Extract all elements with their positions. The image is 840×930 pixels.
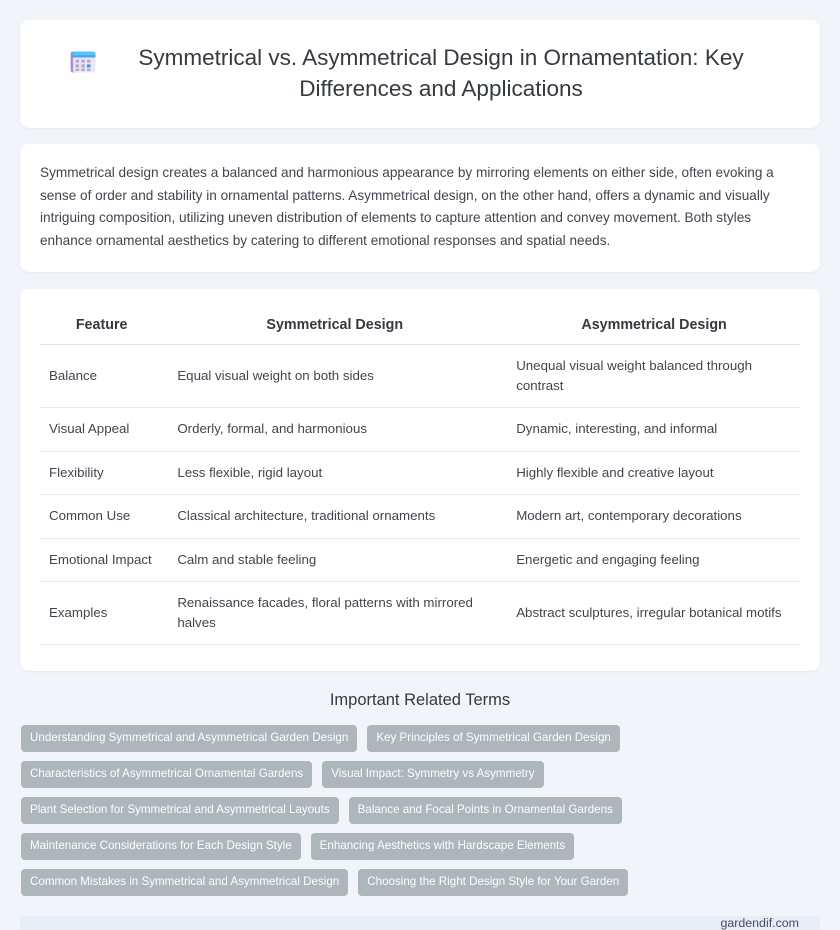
cell-asymmetrical: Dynamic, interesting, and informal xyxy=(500,408,800,452)
related-term-chip[interactable]: Balance and Focal Points in Ornamental Gardens xyxy=(349,797,622,824)
column-header-asymmetrical: Asymmetrical Design xyxy=(500,307,800,345)
cell-symmetrical: Renaissance facades, floral patterns with mirrored halves xyxy=(162,582,500,645)
related-terms-heading: Important Related Terms xyxy=(329,691,511,709)
cell-symmetrical: Classical architecture, traditional ornaments xyxy=(162,495,500,539)
cell-symmetrical: Orderly, formal, and harmonious xyxy=(162,408,500,452)
table-row xyxy=(40,495,800,539)
cell-symmetrical: Calm and stable feeling xyxy=(162,538,500,582)
cell-feature: Emotional Impact xyxy=(40,538,162,582)
cell-feature: Common Use xyxy=(40,495,162,539)
related-term-chip[interactable]: Key Principles of Symmetrical Garden Design xyxy=(367,725,620,752)
footer-bar xyxy=(20,916,820,930)
related-terms-section xyxy=(20,687,820,896)
cell-asymmetrical: Abstract sculptures, irregular botanical motifs xyxy=(500,582,800,645)
table-row xyxy=(40,408,800,452)
related-term-chip[interactable]: Maintenance Considerations for Each Design Style xyxy=(21,833,301,860)
cell-asymmetrical: Energetic and engaging feeling xyxy=(500,538,800,582)
table-row xyxy=(40,582,800,645)
column-header-feature: Feature xyxy=(40,307,162,345)
spiral-calendar-icon xyxy=(69,48,97,76)
comparison-table-card xyxy=(20,289,820,671)
table-row xyxy=(40,451,800,495)
description-text: Symmetrical design creates a balanced and harmonious appearance by mirroring elements on either side, often evoking a sense of order and stability in ornamental patterns. Asymmetrical design, on the other hand, offers a dynamic and visually intriguing composition, utilizing uneven distribution of elements to capture attention and convey movement. Both styles enhance ornamental aesthetics by catering to different emotional responses and spatial needs. xyxy=(40,165,774,248)
table-row xyxy=(40,345,800,408)
description-card xyxy=(20,144,820,272)
cell-feature: Examples xyxy=(40,582,162,645)
related-term-chip[interactable]: Plant Selection for Symmetrical and Asymmetrical Layouts xyxy=(21,797,339,824)
related-terms-list xyxy=(20,725,820,896)
related-term-chip[interactable]: Choosing the Right Design Style for Your Garden xyxy=(358,869,628,896)
title-card xyxy=(20,20,820,128)
comparison-table xyxy=(40,307,800,645)
related-term-chip[interactable]: Characteristics of Asymmetrical Ornamental Gardens xyxy=(21,761,312,788)
related-term-chip[interactable]: Enhancing Aesthetics with Hardscape Elements xyxy=(311,833,575,860)
cell-feature: Visual Appeal xyxy=(40,408,162,452)
related-term-chip[interactable]: Visual Impact: Symmetry vs Asymmetry xyxy=(322,761,543,788)
table-body xyxy=(40,345,800,645)
cell-symmetrical: Less flexible, rigid layout xyxy=(162,451,500,495)
page-title: Symmetrical vs. Asymmetrical Design in Ornamentation: Key Differences and Applications xyxy=(138,45,744,101)
related-term-chip[interactable]: Common Mistakes in Symmetrical and Asymmetrical Design xyxy=(21,869,348,896)
site-name: gardendif.com xyxy=(720,916,799,930)
related-term-chip[interactable]: Understanding Symmetrical and Asymmetrical Garden Design xyxy=(21,725,357,752)
cell-asymmetrical: Unequal visual weight balanced through contrast xyxy=(500,345,800,408)
cell-feature: Flexibility xyxy=(40,451,162,495)
table-row xyxy=(40,538,800,582)
cell-asymmetrical: Highly flexible and creative layout xyxy=(500,451,800,495)
cell-asymmetrical: Modern art, contemporary decorations xyxy=(500,495,800,539)
cell-feature: Balance xyxy=(40,345,162,408)
cell-symmetrical: Equal visual weight on both sides xyxy=(162,345,500,408)
table-header-row xyxy=(40,307,800,345)
column-header-symmetrical: Symmetrical Design xyxy=(162,307,500,345)
table-header xyxy=(40,307,800,345)
